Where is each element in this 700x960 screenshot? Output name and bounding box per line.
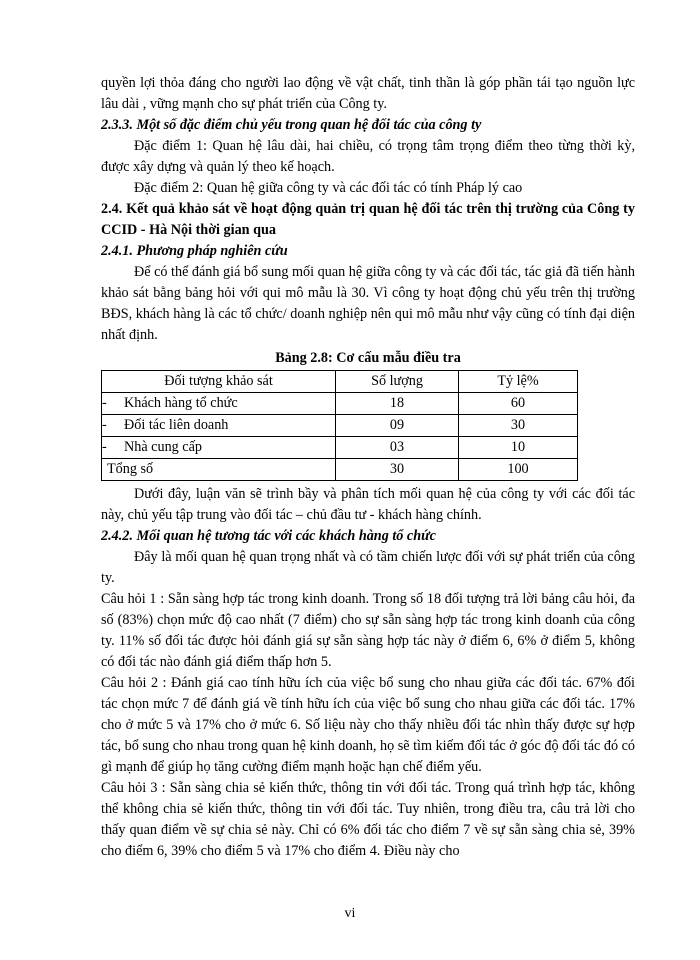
paragraph-intro-analysis: Dưới đây, luận văn sẽ trình bầy và phân tích mối quan hệ của công ty với các đối tác này, chủ yếu tập trung vào đối tác – chủ đầu tư - khách hàng chính. <box>101 486 635 523</box>
header-subject: Đối tượng khảo sát <box>102 371 336 393</box>
total-percent: 100 <box>459 459 578 481</box>
table-total-row <box>102 459 578 481</box>
table-row <box>102 393 578 415</box>
paragraph-question-2: Câu hỏi 2 : Đánh giá cao tính hữu ích của việc bổ sung cho nhau giữa các đối tác. 67% đối tác chọn mức 7 để đánh giá về tính hữu ích của việc bổ sung cho nhau giữa các đối tác. 17% cho ở mức 5 và 17% cho ở mức 6. Số liệu này cho thấy nhiều đối tác nhìn thấy được sự hợp tác, bổ sung cho nhau trong quan hệ kinh doanh, họ sẽ tìm kiếm đối tác ở góc độ đối tác đó có gì mạnh để giúp họ tăng cường điểm mạnh hoặc hạn chế điểm yếu. <box>101 675 635 775</box>
row-count: 03 <box>336 437 459 459</box>
paragraph-feature-1: Đặc điểm 1: Quan hệ lâu dài, hai chiều, có trọng tâm trọng điểm theo từng thời kỳ, được xây dựng và quản lý theo kế hoạch. <box>101 138 635 175</box>
paragraph-importance: Đây là mối quan hệ quan trọng nhất và có tầm chiến lược đối với sự phát triển của công ty. <box>101 549 635 586</box>
row-label: Khách hàng tổ chức <box>124 395 238 411</box>
paragraph-labor-rights: quyền lợi thỏa đáng cho người lao động về vật chất, tinh thần là góp phần tái tạo nguồn lực lâu dài , vững mạnh cho sự phát triển của Công ty. <box>101 75 635 112</box>
table-header-row <box>102 371 578 393</box>
row-percent: 30 <box>459 415 578 437</box>
table-caption: Bảng 2.8: Cơ cấu mẫu điều tra <box>275 350 461 366</box>
sample-structure-table <box>101 370 578 481</box>
list-dash: - <box>102 439 107 455</box>
heading-2-4-1: 2.4.1. Phương pháp nghiên cứu <box>101 243 288 259</box>
list-dash: - <box>102 395 107 411</box>
row-count: 09 <box>336 415 459 437</box>
paragraph-question-1: Câu hỏi 1 : Sẵn sàng hợp tác trong kinh doanh. Trong số 18 đối tượng trả lời bảng câu hỏi, đa số (83%) chọn mức độ cao nhất (7 điểm) cho sự sẵn sàng hợp tác trong kinh doanh của công ty. 11% số đối tác được hỏi đánh giá sự sẵn sàng hợp tác này ở điểm 6, 6% ở điểm 5, không có đối tác nào đánh giá điểm thấp hơn 5. <box>101 591 635 670</box>
list-dash: - <box>102 417 107 433</box>
header-count: Số lượng <box>336 371 459 393</box>
heading-2-4: 2.4. Kết quả khảo sát về hoạt động quản trị quan hệ đối tác trên thị trường của Công ty CCID - Hà Nội thời gian qua <box>101 201 635 238</box>
row-percent: 60 <box>459 393 578 415</box>
paragraph-feature-2: Đặc điểm 2: Quan hệ giữa công ty và các đối tác có tính Pháp lý cao <box>134 180 523 196</box>
header-percent: Tỷ lệ% <box>459 371 578 393</box>
table-row <box>102 437 578 459</box>
row-count: 18 <box>336 393 459 415</box>
paragraph-method: Để có thể đánh giá bổ sung mối quan hệ giữa công ty và các đối tác, tác giả đã tiến hành khảo sát bằng bảng hỏi với qui mô mẫu là 30. Vì công ty hoạt động chủ yếu trên thị trường BĐS, khách hàng là các tổ chức/ doanh nghiệp nên qui mô mẫu như vậy cũng có tính đại diện nhất định. <box>101 264 635 343</box>
row-label-cell <box>102 415 336 437</box>
page-body <box>101 73 635 862</box>
heading-2-3-3: 2.3.3. Một số đặc điểm chủ yếu trong quan hệ đối tác của công ty <box>101 117 482 133</box>
row-label: Nhà cung cấp <box>124 439 202 455</box>
table-row <box>102 415 578 437</box>
row-percent: 10 <box>459 437 578 459</box>
row-label-cell <box>102 437 336 459</box>
row-label-cell <box>102 393 336 415</box>
page-number: vi <box>344 906 356 921</box>
paragraph-question-3: Câu hỏi 3 : Sẵn sàng chia sẻ kiến thức, thông tin với đối tác. Trong quá trình hợp tác, không thể không chia sẻ kiến thức, thông tin với đối tác. Tuy nhiên, trong điều tra, câu trả lời cho thấy quan điểm về sự chia sẻ này. Chỉ có 6% đối tác cho điểm 7 về sự sẵn sàng chia sẻ, 39% cho điểm 6, 39% cho điểm 5 và 17% cho điểm 4. Điều này cho <box>101 780 635 859</box>
total-label: Tổng số <box>102 459 336 481</box>
total-count: 30 <box>336 459 459 481</box>
row-label: Đối tác liên doanh <box>124 417 229 433</box>
heading-2-4-2: 2.4.2. Mối quan hệ tương tác với các khách hàng tổ chức <box>101 528 436 544</box>
